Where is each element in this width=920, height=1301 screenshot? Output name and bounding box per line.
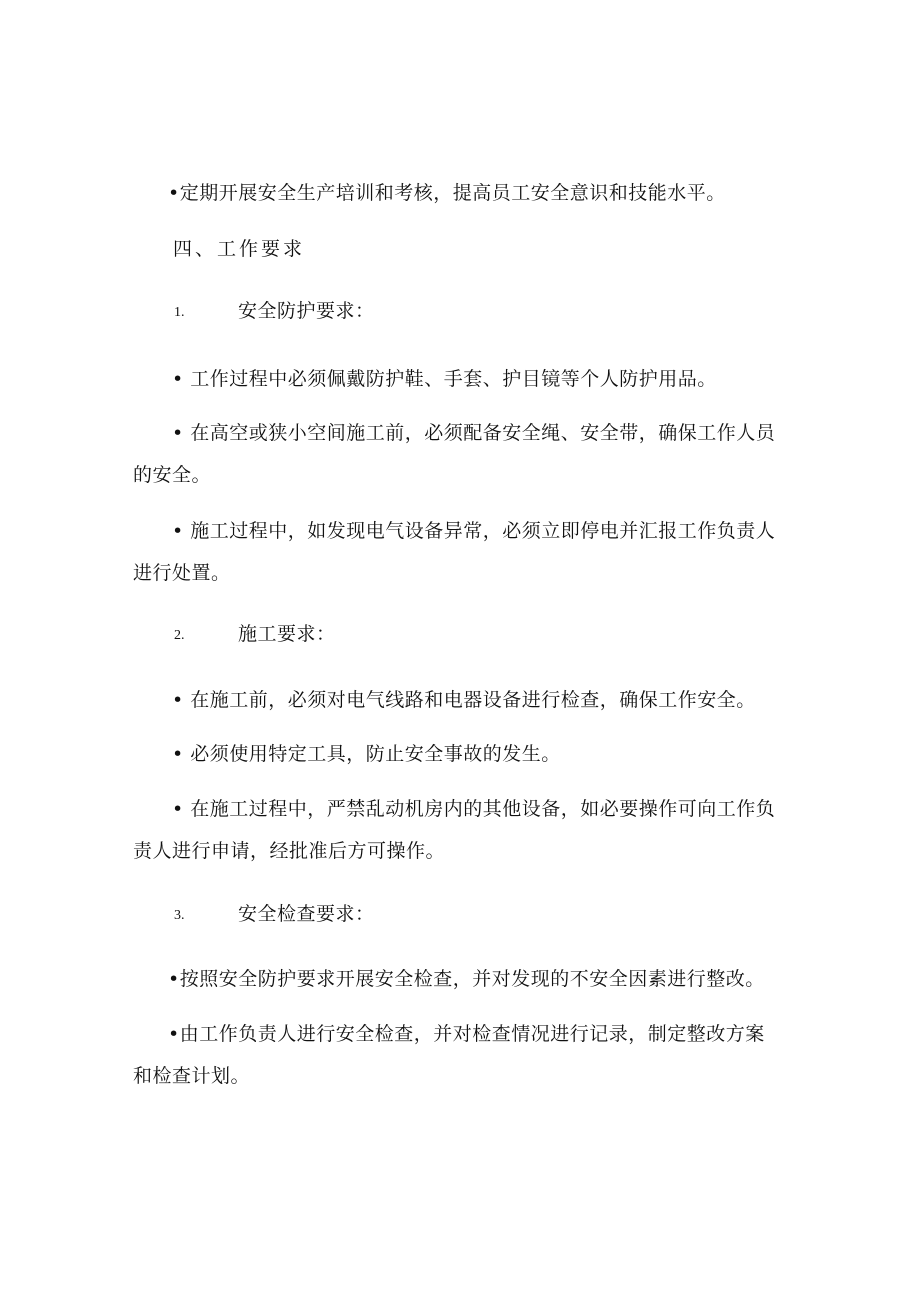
bullet-electrical-fault-line1: • 施工过程中，如发现电气设备异常，必须立即停电并汇报工作负责人 [172, 520, 776, 542]
bullet-precheck: • 在施工前，必须对电气线路和电器设备进行检查，确保工作安全。 [172, 689, 756, 711]
bullet-no-tampering-line1: • 在施工过程中，严禁乱动机房内的其他设备，如必要操作可向工作负 [172, 798, 776, 820]
bullet-electrical-fault-line2: 进行处置。 [133, 562, 231, 584]
bullet-safety-inspection: •按照安全防护要求开展安全检查，并对发现的不安全因素进行整改。 [168, 968, 765, 990]
bullet-inspection-record-line2: 和检查计划。 [133, 1065, 251, 1087]
item-title-2: 施工要求： [238, 623, 336, 645]
bullet-height-safety-line2: 的安全。 [133, 464, 212, 486]
paragraph-training: •定期开展安全生产培训和考核，提高员工安全意识和技能水平。 [168, 182, 726, 204]
bullet-height-safety-line1: • 在高空或狭小空间施工前，必须配备安全绳、安全带，确保工作人员 [172, 422, 776, 444]
item-number-2: 2. [174, 628, 185, 643]
bullet-protective-gear: • 工作过程中必须佩戴防护鞋、手套、护目镜等个人防护用品。 [172, 368, 717, 390]
bullet-special-tools: • 必须使用特定工具，防止安全事故的发生。 [172, 743, 561, 765]
item-title-3: 安全检查要求： [238, 903, 375, 925]
item-title-1: 安全防护要求： [238, 300, 375, 322]
bullet-no-tampering-line2: 责人进行申请，经批准后方可操作。 [133, 840, 446, 862]
item-number-1: 1. [174, 305, 185, 320]
bullet-inspection-record-line1: •由工作负责人进行安全检查，并对检查情况进行记录，制定整改方案 [168, 1023, 765, 1045]
section-heading: 四、工作要求 [173, 238, 306, 260]
item-number-3: 3. [174, 908, 185, 923]
